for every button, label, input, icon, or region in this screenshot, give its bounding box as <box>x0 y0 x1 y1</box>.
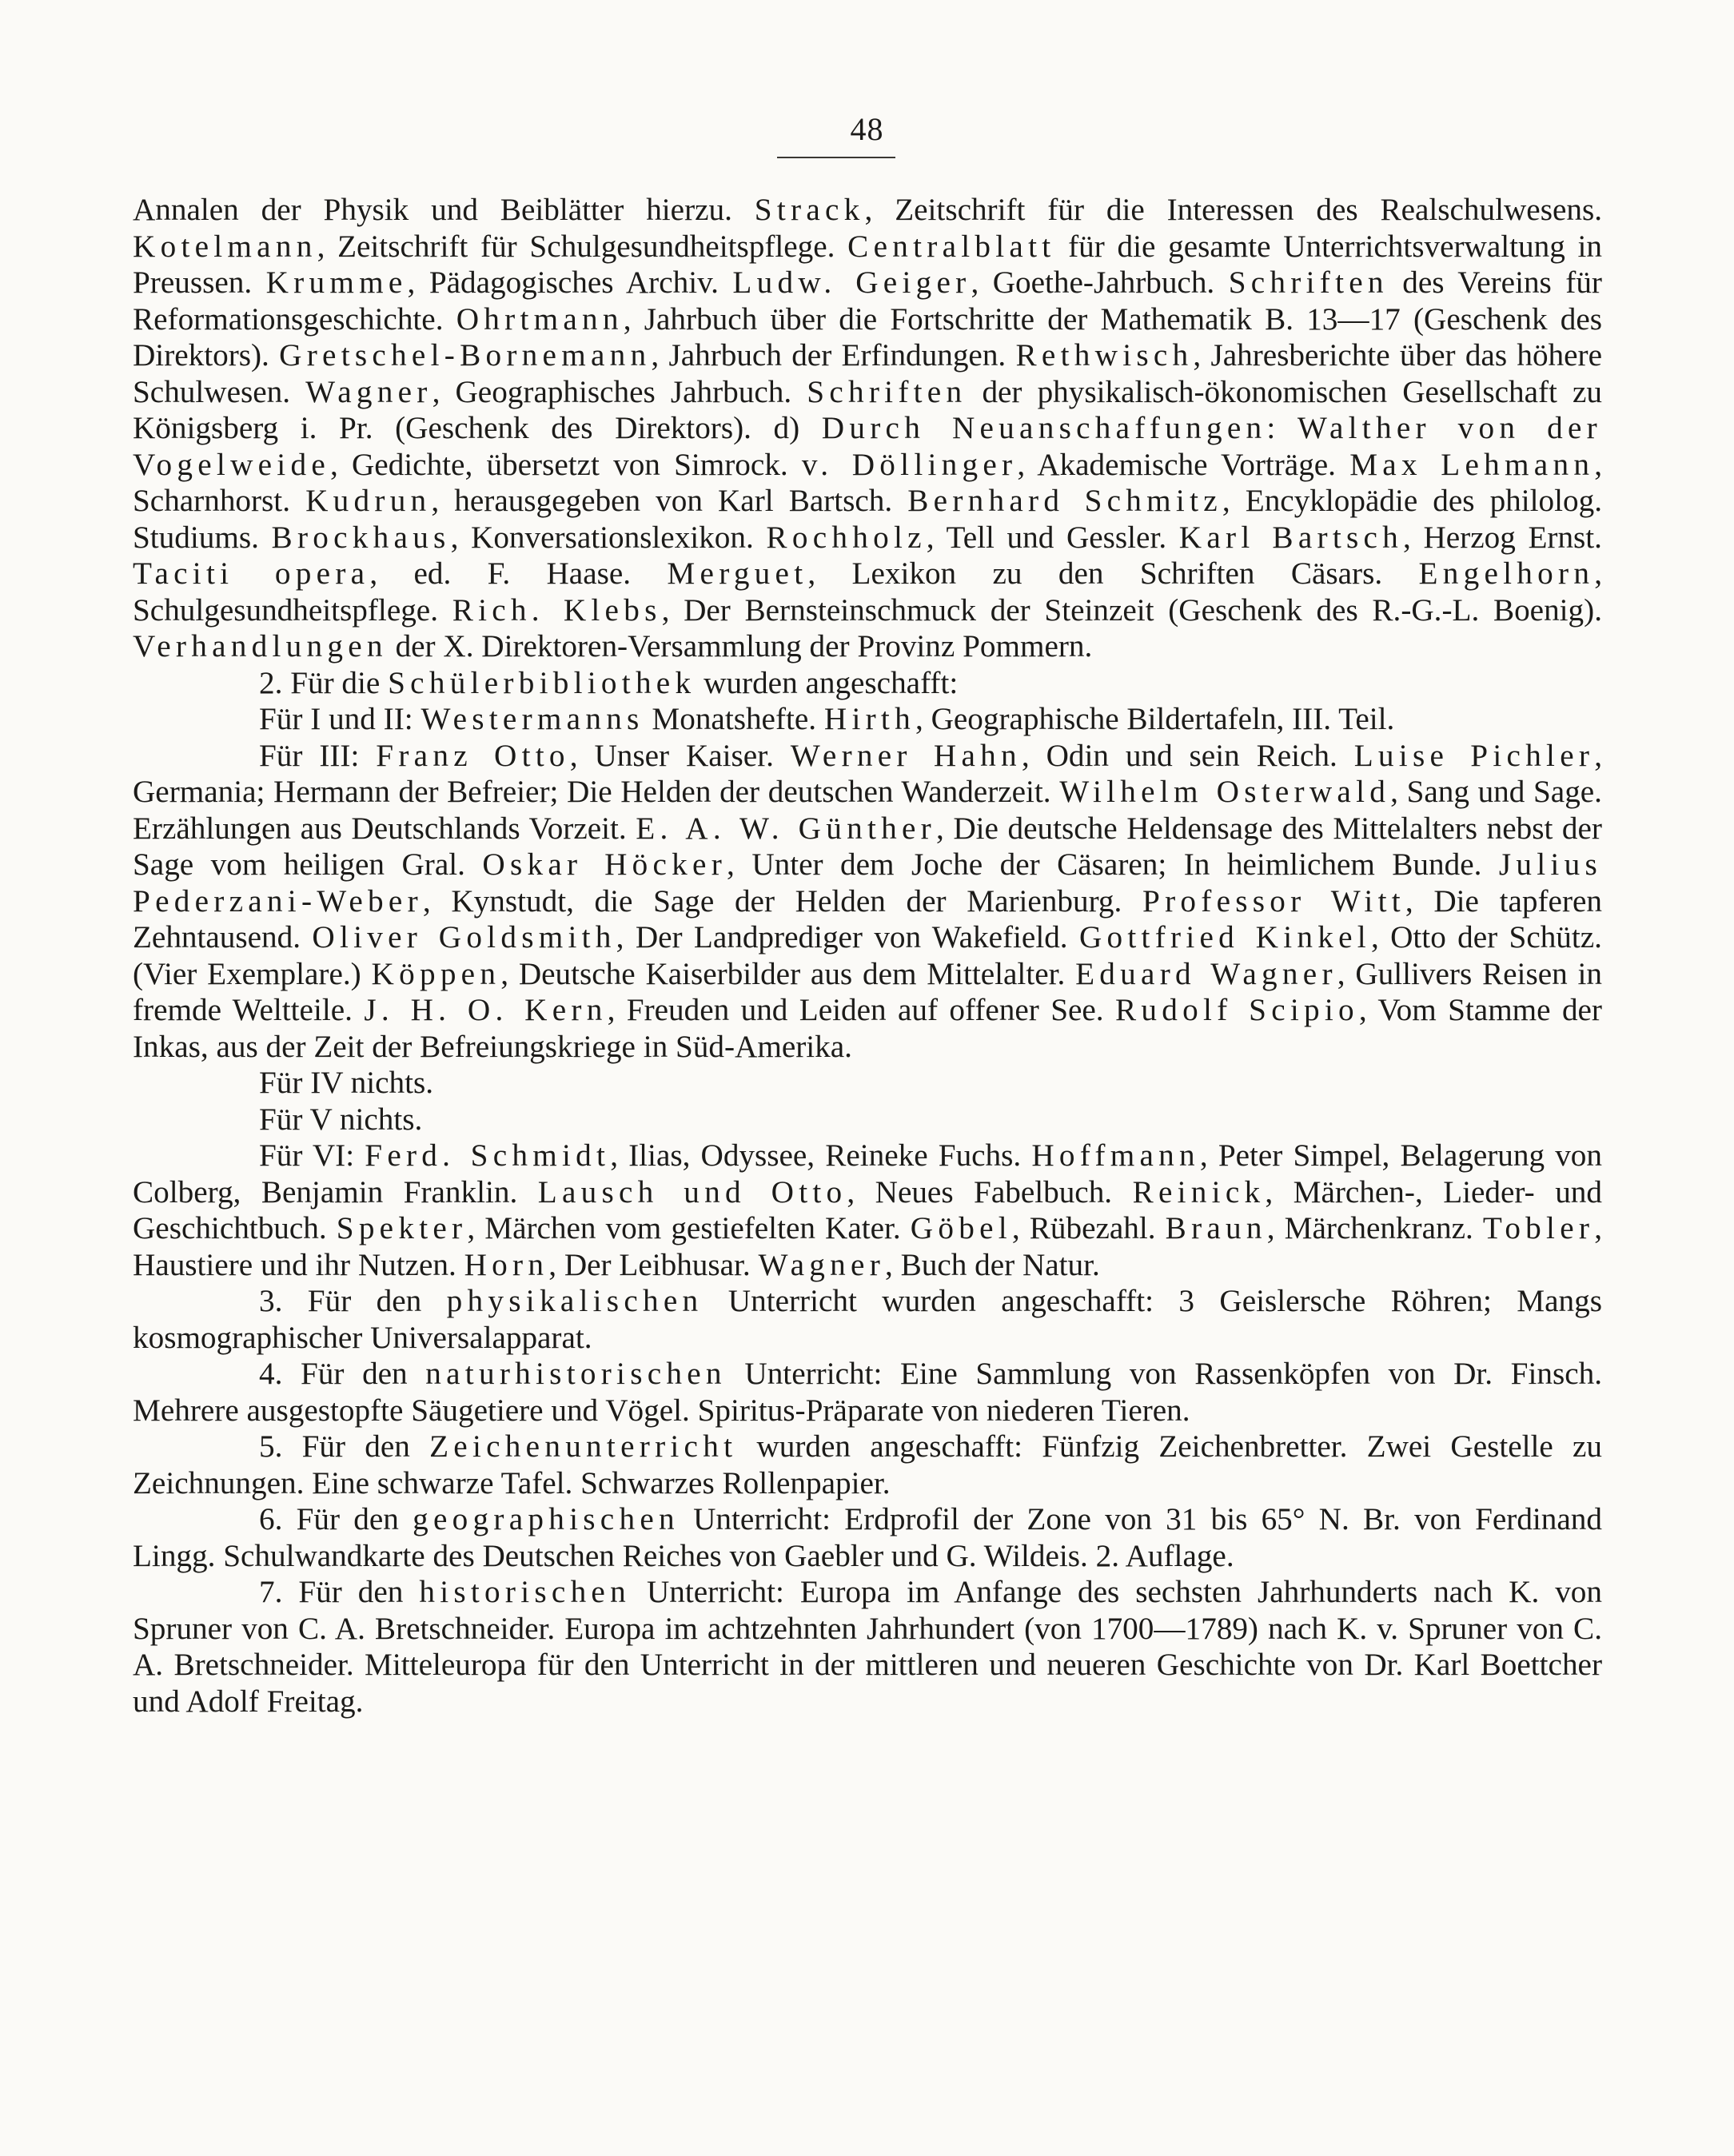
text-run: , herausgegeben von Karl Bartsch. <box>431 484 908 518</box>
text-run: , Jahresberichte über das höhere Schulwesen. <box>133 338 1602 409</box>
text-run: , Sang und Sage. Erzählungen aus Deutschlands Vorzeit. <box>133 775 1602 846</box>
spaced-name: Ludw. Geiger <box>732 265 971 300</box>
spaced-name: Taciti opera <box>133 556 370 591</box>
spaced-name: Oskar Höcker <box>482 847 727 882</box>
text-run: , Ilias, Odyssee, Reineke Fuchs. <box>610 1138 1032 1173</box>
paragraph <box>133 1102 1602 1138</box>
spaced-name: Hirth <box>823 702 915 736</box>
spaced-name: Walther von der Vogelweide <box>133 411 1602 482</box>
text-run: , Tell und Gessler. <box>926 520 1179 555</box>
spaced-name: Ohrtmann <box>456 301 624 337</box>
text-run: Unterricht: Europa im Anfange des sechsten Jahrhunderts nach K. von Spruner von C. A. Bretschneider. Europa im achtzehnten Jahrhundert (von 1700—1789) nach K. v. Spruner von C. A. Bretschneider. Mitteleuropa für den Unterricht in der mittleren und neueren Geschichte von Dr. Karl Boettcher und Adolf Freitag. <box>133 1575 1602 1719</box>
spaced-name: Schriften <box>807 374 967 409</box>
paragraph <box>133 1138 1602 1283</box>
spaced-name: Wilhelm Osterwald <box>1059 775 1391 809</box>
text-run: Für V nichts. <box>259 1102 423 1137</box>
spaced-name: Centralblatt <box>847 229 1056 264</box>
spaced-name: Kudrun <box>305 484 432 518</box>
spaced-name: Durch Neuanschaffungen <box>821 411 1267 445</box>
text-run: Für VI: <box>259 1138 365 1173</box>
spaced-name: Luise Pichler <box>1353 738 1595 773</box>
text-run: für die gesamte Unterrichtsverwaltung in Preussen. <box>133 229 1603 300</box>
spaced-name: Ferd. Schmidt <box>365 1138 611 1173</box>
text-run: , Der Leibhusar. <box>548 1247 759 1282</box>
text-run: , Konversationslexikon. <box>450 520 767 555</box>
text-run: , Geographisches Jahrbuch. <box>432 374 807 409</box>
text-run: , Märchenkranz. <box>1266 1211 1483 1245</box>
text-run: , Der Landprediger von Wakefield. <box>616 920 1079 954</box>
spaced-name: Strack <box>754 193 865 227</box>
text-run: 6. Für den <box>259 1502 413 1536</box>
spaced-name: Reinick <box>1132 1174 1266 1210</box>
text-run: , Märchen-, Lieder- und Geschichtbuch. <box>133 1174 1602 1245</box>
page-number: 48 <box>850 111 884 147</box>
text-run: Unterricht: Eine Sammlung von Rassenköpfen von Dr. Finsch. Mehrere ausgestopfte Säugetiere und Vögel. Spiritus-Präparate von niederen Tieren. <box>133 1357 1602 1428</box>
spaced-name: Werner Hahn <box>790 738 1022 773</box>
spaced-name: Schriften <box>1228 265 1389 300</box>
spaced-name: Krumme <box>265 265 408 300</box>
text-run: des Vereins für Reformationsgeschichte. <box>133 265 1602 337</box>
spaced-name: Braun <box>1165 1211 1267 1245</box>
spaced-name: Professor Witt <box>1142 883 1405 919</box>
spaced-name: J. H. O. Kern <box>364 993 608 1027</box>
text-run: Für IV nichts. <box>259 1066 434 1100</box>
spaced-name: Wagner <box>305 374 433 409</box>
text-run: , Gedichte, übersetzt von Simrock. <box>330 447 802 482</box>
text-run: : <box>1266 411 1298 445</box>
text-run: , Der Bernsteinschmuck der Steinzeit (Geschenk des R.-G.-L. Boenig). <box>661 592 1602 628</box>
spaced-name: Horn <box>464 1247 549 1282</box>
text-run: , Encyklopädie des philolog. Studiums. <box>133 484 1603 555</box>
body-text <box>133 192 1602 1720</box>
text-run: der X. Direktoren-Versammlung der Provinz Pommern. <box>387 629 1093 664</box>
text-run: , Zeitschrift für die Interessen des Realschulwesens. <box>864 193 1602 227</box>
text-run: Annalen der Physik und Beiblätter hierzu. <box>133 193 755 227</box>
paragraph <box>133 1501 1602 1574</box>
text-run: , Herzog Ernst. <box>1403 520 1602 555</box>
text-run: , Deutsche Kaiserbilder aus dem Mittelalter. <box>500 956 1076 991</box>
spaced-name: Tobler <box>1482 1211 1595 1245</box>
spaced-name: naturhistorischen <box>425 1357 727 1391</box>
spaced-name: v. Döllinger <box>801 447 1018 482</box>
spaced-name: Lausch und Otto <box>537 1174 847 1210</box>
text-run: , Lexikon zu den Schriften Cäsars. <box>807 556 1419 591</box>
spaced-name: Franz Otto <box>376 738 570 773</box>
spaced-name: Gottfried Kinkel <box>1078 920 1371 954</box>
spaced-name: Rich. Klebs <box>452 592 662 628</box>
text-run: , Vom Stamme der Inkas, aus der Zeit der Befreiungskriege in Süd-Amerika. <box>133 993 1602 1064</box>
text-run: , Jahrbuch der Erfindungen. <box>651 338 1016 373</box>
spaced-name: Hoffmann <box>1031 1138 1200 1173</box>
spaced-name: historischen <box>419 1575 631 1609</box>
text-run: , ed. F. Haase. <box>369 556 668 591</box>
spaced-name: Göbel <box>910 1211 1012 1245</box>
spaced-name: Wagner <box>758 1247 886 1282</box>
spaced-name: Rudolf Scipio <box>1114 993 1359 1027</box>
text-run: 4. Für den <box>259 1357 426 1391</box>
paragraph <box>133 738 1602 1066</box>
text-run: , Otto der Schütz. (Vier Exemplare.) <box>133 920 1602 991</box>
paragraph <box>133 1574 1602 1720</box>
text-run: , Neues Fabelbuch. <box>847 1174 1133 1210</box>
text-run: 7. Für den <box>259 1575 420 1609</box>
spaced-name: Merguet <box>667 556 808 591</box>
text-run: , Kynstudt, die Sage der Helden der Marienburg. <box>422 883 1142 919</box>
paragraph <box>133 1065 1602 1102</box>
text-run: , Germania; Hermann der Befreier; Die Helden der deutschen Wanderzeit. <box>133 738 1602 809</box>
spaced-name: Verhandlungen <box>133 629 388 664</box>
text-run: der physikalisch-ökonomischen Gesellschaft zu Königsberg i. Pr. (Geschenk des Direktors). d) <box>133 374 1602 445</box>
text-run: 5. Für den <box>259 1429 430 1464</box>
paragraph <box>133 665 1602 702</box>
text-run: , Haustiere und ihr Nutzen. <box>133 1211 1602 1282</box>
text-run: wurden angeschafft: <box>696 665 959 700</box>
spaced-name: physikalischen <box>446 1284 704 1318</box>
text-run: , Zeitschrift für Schulgesundheitspflege. <box>317 229 848 264</box>
text-run: , Peter Simpel, Belagerung von Colberg, Benjamin Franklin. <box>133 1138 1602 1210</box>
paragraph <box>133 1356 1602 1429</box>
spaced-name: Zeichenunterricht <box>429 1429 738 1464</box>
text-run: wurden angeschafft: Fünfzig Zeichenbretter. Zwei Gestelle zu Zeichnungen. Eine schwarze Tafel. Schwarzes Rollenpapier. <box>133 1429 1602 1500</box>
text-run: Monatshefte. <box>644 702 824 736</box>
spaced-name: Kotelmann <box>133 229 317 264</box>
text-run: , Unser Kaiser. <box>569 738 791 773</box>
paragraph <box>133 192 1602 665</box>
text-run: , Akademische Vorträge. <box>1017 447 1350 482</box>
spaced-name: Spekter <box>336 1211 468 1245</box>
text-run: , Unter dem Joche der Cäsaren; In heimlichem Bunde. <box>727 847 1499 882</box>
spaced-name: Rochholz <box>766 520 927 555</box>
spaced-name: Rethwisch <box>1015 338 1194 373</box>
spaced-name: Schülerbibliothek <box>388 665 696 700</box>
text-run: , Pädagogisches Archiv. <box>407 265 733 300</box>
text-run: , Die deutsche Heldensage des Mittelalters nebst der Sage vom heiligen Gral. <box>133 811 1602 882</box>
paragraph <box>133 701 1602 738</box>
spaced-name: Max Lehmann <box>1349 447 1595 482</box>
text-run: Für I und II: <box>259 702 421 736</box>
spaced-name: Eduard Wagner <box>1075 956 1337 991</box>
text-run: , Goethe-Jahrbuch. <box>971 265 1229 300</box>
spaced-name: Engelhorn <box>1418 556 1595 591</box>
text-run: , Märchen vom gestiefelten Kater. <box>467 1211 911 1245</box>
text-run: Unterricht wurden angeschafft: 3 Geislersche Röhren; Mangs kosmographischer Universalapparat. <box>133 1284 1602 1355</box>
text-run: , Gullivers Reisen in fremde Weltteile. <box>133 956 1602 1027</box>
spaced-name: Karl Bartsch <box>1178 520 1404 555</box>
text-run: , Jahrbuch über die Fortschritte der Mathematik B. 13—17 (Geschenk des Direktors). <box>133 301 1602 373</box>
spaced-name: Gretschel-Bornemann <box>279 338 652 373</box>
spaced-name: Bernhard Schmitz <box>907 484 1222 518</box>
text-run: Unterricht: Erdprofil der Zone von 31 bis 65° N. Br. von Ferdinand Lingg. Schulwandkarte des Deutschen Reiches von Gaebler und G. Wildeis. 2. Auflage. <box>133 1502 1602 1573</box>
spaced-name: Oliver Goldsmith <box>312 920 616 954</box>
text-run: 2. Für die <box>259 665 389 700</box>
text-run: , Scharnhorst. <box>133 447 1602 518</box>
text-run: , Freuden und Leiden auf offener See. <box>607 993 1115 1027</box>
text-run: , Odin und sein Reich. <box>1021 738 1354 773</box>
text-run: , Schulgesundheitspflege. <box>133 556 1603 628</box>
spaced-name: Westermanns <box>421 702 644 736</box>
paragraph <box>133 1429 1602 1501</box>
text-run: , Rübezahl. <box>1011 1211 1166 1245</box>
text-run: 3. Für den <box>259 1284 447 1318</box>
page-number-rule <box>777 157 895 158</box>
spaced-name: Julius Pederzani-Weber <box>133 847 1602 919</box>
spaced-name: geographischen <box>413 1502 680 1536</box>
paragraph <box>133 1283 1602 1356</box>
spaced-name: Brockhaus <box>271 520 451 555</box>
text-run: Für III: <box>259 738 377 773</box>
spaced-name: E. A. W. Günther <box>636 811 936 846</box>
text-run: , Die tapferen Zehntausend. <box>133 883 1602 954</box>
text-run: , Buch der Natur. <box>885 1247 1100 1282</box>
text-run: , Geographische Bildertafeln, III. Teil. <box>915 702 1395 736</box>
spaced-name: Köppen <box>371 956 501 991</box>
